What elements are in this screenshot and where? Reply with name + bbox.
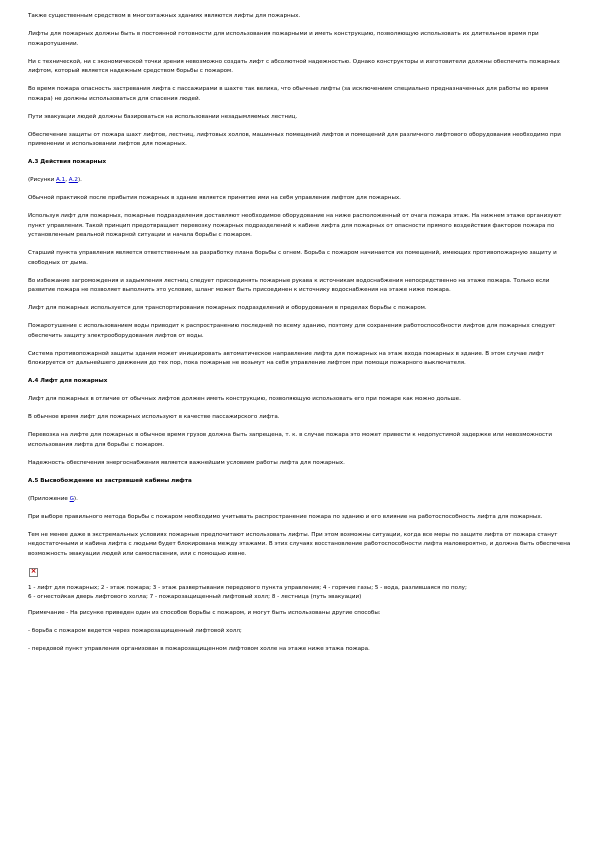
- section-a5-paragraph-1: При выборе правильного метода борьбы с пожаром необходимо учитывать распространение пожара по зданию и его влияние на работоспособность лифта для пожарных.: [28, 513, 543, 520]
- section-a4-paragraph-2: В обычное время лифт для пожарных используют в качестве пассажирского лифта.: [28, 414, 280, 420]
- section-a3-paragraph-1: Обычной практикой после прибытия пожарных в здание является принятие ими на себя управления лифтом для пожарных.: [28, 195, 401, 201]
- broken-image-placeholder: [29, 568, 38, 577]
- section-a4-paragraph-4: Надежность обеспечения энергоснабжения является важнейшим условием работы лифта для пожарных.: [28, 459, 345, 466]
- figure-ref-prefix: (Рисунки: [28, 177, 57, 183]
- section-a3-paragraph-4: Во избежание загромождения и задымления лестниц следует присоединять пожарные рукава к источникам водоснабжения непосредственно на этаже пожара. Только если развитие пожара не позволяет выполнить это условие, шланг может быть присоединен к источнику водоснабжения на этаже ниже пожара.: [28, 277, 550, 293]
- figure-ref-suffix: ).: [77, 177, 82, 183]
- intro-paragraph-6: Обеспечение защиты от пожара шахт лифтов, лестниц, лифтовых холлов, машинных помещений лифтов и помещений для различного лифтового оборудования необходимо при применении и использовании лифтов для пожарных.: [28, 131, 561, 147]
- intro-paragraph-3: Ни с технической, ни с экономической точки зрения невозможно создать лифт с абсолютной надежностью. Однако конструкторы и изготовители должны обеспечить пожарных лифтом, который является надежным средством борьбы с пожаром.: [28, 58, 560, 74]
- section-a3-paragraph-6: Пожаротушение с использованием воды приводит к распространению последней по всему зданию, поэтому для сохранения работоспособности лифтов для пожарных следует обеспечить защиту электрооборудования лифтов от воды.: [28, 323, 556, 339]
- section-a3-paragraph-2: Используя лифт для пожарных, пожарные подразделения доставляют необходимое оборудование на ниже расположенный от очага пожара этаж. На нижнем этаже организуют пункт управления. Такой принцип предотвращает перевозку пожарных подразделений к кабине лифта для пожарных от опасности прямого воздействия факторов пожара по установленным реальной пожарной ситуации и начала борьбы с пожаром.: [28, 213, 562, 238]
- section-a5-heading: А.5 Высвобождение из застрявшей кабины лифта: [28, 477, 192, 484]
- section-a3-heading: А.3 Действия пожарных: [28, 159, 107, 165]
- figure-ref-separator: ,: [65, 177, 69, 183]
- section-a3-figure-reference: [28, 176, 573, 186]
- section-a5-paragraph-2: Тем не менее даже в экстремальных условиях пожарные предпочитают использовать лифты. При этом возможны ситуации, когда все меры по защите лифта от пожара станут недостаточными и кабина лифта с людьми будет блокирована между этажами. В этих случаях восстановление работоспособности лифта маловероятно, и должна быть обеспечена возможность эвакуации людей или самоспасения, или с помощью извне.: [28, 531, 571, 557]
- note-bullet-1: - борьба с пожаром ведется через пожарозащищенный лифтовой холл;: [28, 627, 242, 634]
- section-a4-paragraph-1: Лифт для пожарных в отличие от обычных лифтов должен иметь конструкцию, позволяющую использовать его при пожаре как можно дольше.: [28, 396, 461, 402]
- section-a3-paragraph-7: Система противопожарной защиты здания может инициировать автоматическое направление лифта для пожарных на этаж входа пожарных в здание. В этом случае лифт блокируется от дальнейшего движения до тех пор, пока пожарные не возьмут на себя управление лифтом при помощи пожарного выключателя.: [28, 350, 544, 366]
- figure-legend: [28, 584, 573, 603]
- intro-paragraph-1: Также существенным средством в многоэтажных зданиях являются лифты для пожарных.: [28, 13, 301, 19]
- broken-image-icon: ×: [30, 567, 37, 575]
- appendix-ref-suffix: ).: [73, 495, 78, 502]
- section-a3-paragraph-3: Старший пункта управления является ответственным за разработку плана борьбы с огнем. Борьба с пожаром начинается из помещений, имеющих противопожарную защиту и свободных от дыма.: [28, 250, 557, 266]
- intro-paragraph-2: Лифты для пожарных должны быть в постоянной готовности для использования пожарными и иметь конструкцию, позволяющую использовать их длительное время при пожаротушении.: [28, 31, 539, 47]
- intro-paragraph-5: Пути эвакуации людей должны базироваться на использовании незадымляемых лестниц.: [28, 113, 298, 120]
- intro-paragraph-4: Во время пожара опасность застревания лифта с пассажирами в шахте так велика, что обычные лифты (за исключением специально предназначенных для работы во время пожара) не должны использоваться для спасения людей.: [28, 86, 549, 102]
- section-a5-appendix-reference: [28, 495, 573, 505]
- figure-legend-line-2: 6 - огнестойкая дверь лифтового холла; 7 - пожарозащищенный лифтовый холл; 8 - лестница (путь эвакуации): [28, 594, 362, 600]
- figure-a1-link[interactable]: А.1: [56, 177, 66, 183]
- appendix-ref-prefix: (Приложение: [28, 495, 70, 502]
- appendix-g-link[interactable]: G: [69, 495, 74, 502]
- figure-note: Примечание - На рисунке приведен один из способов борьбы с пожаром, и могут быть использованы другие способы:: [28, 609, 381, 616]
- figure-legend-line-1: 1 - лифт для пожарных; 2 - этаж пожара; 3 - этаж развертывания передового пункта управления; 4 - горячие газы; 5 - вода, разлившаяся по полу;: [28, 584, 467, 591]
- figure-a2-link[interactable]: А.2: [68, 177, 78, 183]
- section-a4-paragraph-3: Перевозка на лифте для пожарных в обычное время грузов должна быть запрещена, т. к. в случае пожара это может привести к недопустимой задержке или невозможности использования лифта для борьбы с пожаром.: [28, 432, 553, 448]
- section-a4-heading: А.4 Лифт для пожарных: [28, 378, 108, 384]
- note-bullet-2: - передовой пункт управления организован в пожарозащищенном лифтовом холле на этаже ниже этажа пожара.: [28, 645, 370, 652]
- section-a3-paragraph-5: Лифт для пожарных используется для транспортирования пожарных подразделений и оборудования в пределах борьбы с пожаром.: [28, 305, 427, 311]
